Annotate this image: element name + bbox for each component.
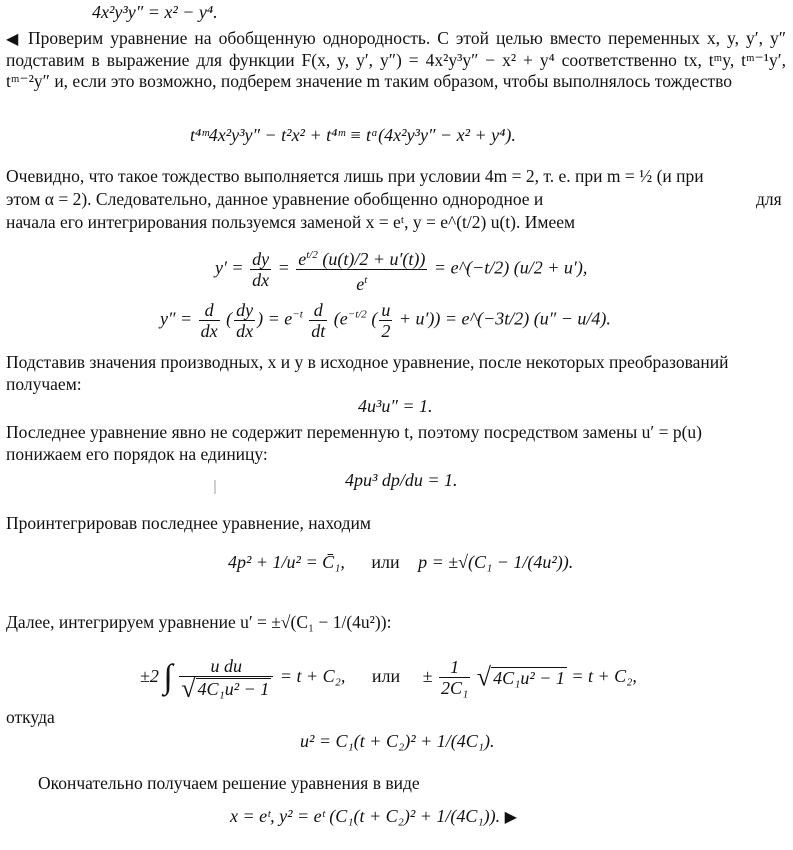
triangle-left-icon: ◀	[6, 31, 21, 48]
paragraph-1-text: Проверим уравнение на обобщенную однородность. С этой целью вместо переменных x, y, y′, y″ подставим в выражение для функции F(x, y, y′, y″) = 4x²y³y″ − x² + y⁴ соответственно tx, tᵐy, tᵐ⁻¹y′, tᵐ⁻²y″ и, если это возможно, подберем значение m таким образом, чтобы выполнялось тождество	[6, 28, 787, 91]
ydoubleprime-rhs: = e^(−3t/2) (u″ − u/4).	[444, 308, 611, 329]
equation-4u3: 4u³u″ = 1.	[358, 396, 433, 416]
equation-ydoubleprime: y″ = $\frac{d}{dx}$ ( $\frac{dy}{dx}$ ) = $e^{-t}$ $\frac{d}{dt}$ ($e^{-t/2}$ ( $\frac{u}{2}$ + u′)) = e^(−3t/2) (u″ − u/4).	[160, 300, 611, 341]
sqrt-4c1u2: 4C₁u² − 1	[493, 667, 565, 688]
paragraph-5: Проинтегрировав последнее уравнение, находим	[6, 513, 371, 533]
equation-integral-row: ±2 ∫ $\frac{\text{u du}}{\text{√ 4C₁u² − 1}}$ = t + C₂, или ± $\frac{1}{\text{2C₁}}$ √ 4C₁u² − 1 = t + C₂,	[140, 656, 637, 703]
paragraph-3-line-1: Подставив значения производных, x и y в исходное уравнение, после некоторых преобразований	[6, 352, 729, 372]
equation-final	[230, 806, 517, 827]
paragraph-6: Далее, интегрируем уравнение u′ = ±√(C₁ − 1/(4u²)):	[6, 612, 392, 632]
paragraph-2-line-1: Очевидно, что такое тождество выполняется лишь при условии 4m = 2, т. е. при m = ½ (и при	[6, 166, 704, 186]
dy-dx-fraction: $\frac{dy}{dx}$	[252, 249, 270, 290]
equation-identity: t⁴ᵐ4x²y³y″ − t²x² + t⁴ᵐ ≡ tᵅ(4x²y³y″ − x² + y⁴).	[190, 125, 516, 145]
yprime-big-fraction: $\frac{e^{t/2} (u(t)/2 + u'(t))}{e^t}$	[296, 245, 427, 294]
u-over-2-fraction: $\frac{u}{2}$	[381, 300, 391, 341]
paragraph-2-line-2b: для	[756, 189, 782, 209]
paragraph-2-line-3: начала его интегрирования пользуемся заменой x = eᵗ, y = e^(t/2) u(t). Имеем	[6, 212, 576, 232]
integral-left-result: = t + C₂,	[279, 665, 346, 686]
paragraph-4-line-2: понижаем его порядок на единицу:	[6, 444, 268, 464]
word-otkuda: откуда	[6, 707, 55, 727]
yprime-lhs: y′ =	[215, 257, 244, 278]
equation-c1-row	[228, 552, 573, 573]
one-over-2c1-fraction: $\frac{1}{\text{2C₁}}$	[441, 657, 469, 699]
word-or-1: или	[371, 552, 400, 572]
equation-c1: 4p² + 1/u² = C̄₁,	[228, 552, 345, 572]
paragraph-3-line-2: получаем:	[6, 374, 82, 394]
word-or-2: или	[371, 665, 401, 686]
dy-dx-fraction-2: $\frac{dy}{dx}$	[236, 300, 254, 341]
paragraph-4-line-1: Последнее уравнение явно не содержит переменную t, поэтому посредством замены u′ = p(u)	[6, 422, 703, 442]
equation-top: 4x²y³y″ = x² − y⁴.	[92, 2, 218, 22]
equation-u2: u² = C₁(t + C₂)² + 1/(4C₁).	[300, 731, 495, 751]
equation-yprime: y′ = $\frac{dy}{dx}$ = $\frac{e^{t/2} (u(t)/2 + u'(t))}{e^t}$ = e^(−t/2) (u/2 + u′),	[215, 245, 587, 294]
integral-sign: ∫	[163, 658, 173, 696]
d-dt-fraction: $\frac{d}{dt}$	[311, 300, 326, 341]
paragraph-2-line-2a: этом α = 2). Следовательно, данное уравнение обобщенно однородное и	[6, 189, 544, 209]
d-dx-fraction: $\frac{d}{dx}$	[200, 300, 218, 341]
integral-right-result: = t + C₂,	[571, 665, 637, 686]
equation-p: p = ±√(C₁ − 1/(4u²)).	[418, 552, 574, 572]
integral-fraction: $\frac{\text{u du}}{\text{√ 4C₁u² − 1}}$	[179, 656, 273, 699]
equation-4pu3: 4pu³ dp/du = 1.	[345, 470, 458, 490]
paragraph-7: Окончательно получаем решение уравнения в виде	[38, 773, 420, 793]
ydoubleprime-lhs: y″ =	[160, 308, 193, 329]
yprime-rhs: = e^(−t/2) (u/2 + u′),	[433, 257, 588, 278]
paragraph-1	[6, 28, 786, 92]
equation-final-text: x = eᵗ, y² = eᵗ (C₁(t + C₂)² + 1/(4C₁)).	[230, 806, 501, 826]
scan-speck	[214, 480, 216, 494]
triangle-right-icon: ▶	[504, 809, 517, 826]
